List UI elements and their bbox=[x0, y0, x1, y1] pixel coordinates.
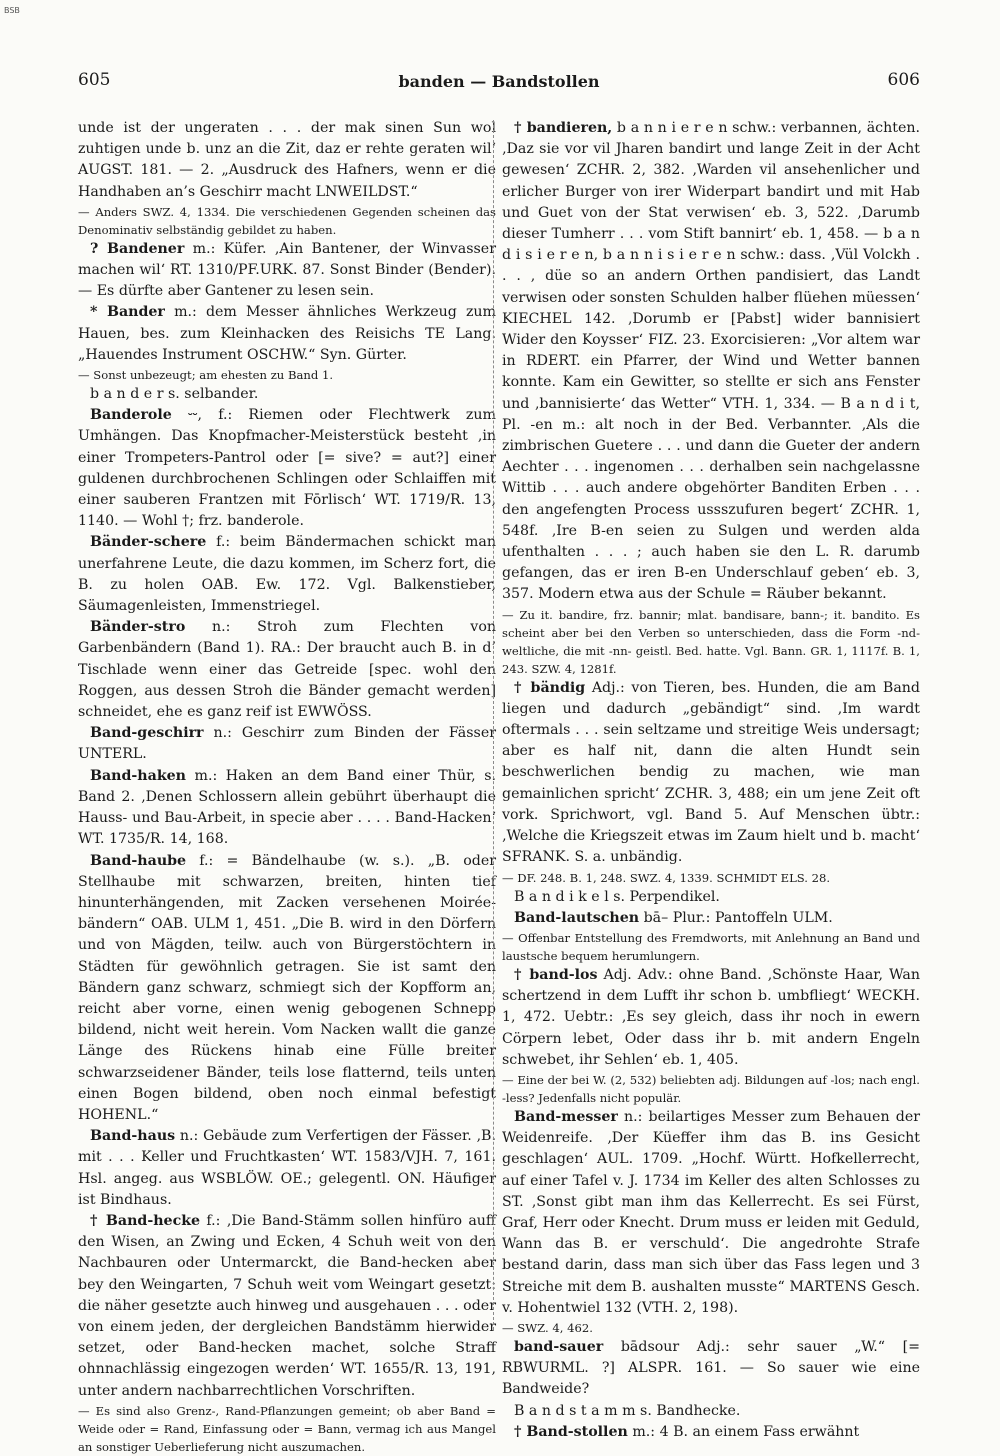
left-column bbox=[78, 118, 497, 1454]
entry-headword: † bändig bbox=[514, 679, 586, 696]
etymology-note bbox=[78, 1402, 496, 1456]
dictionary-entry bbox=[78, 1126, 496, 1211]
entry-text: Adj. Adv.: ohne Band. ‚Schönste Haar, Wan schertzend in dem Lufft ihr schon b. umbfliegt‘ WECKH. 1, 472. Uebtr.: ‚Es sey gleich, dass ihr noch in ewern Cörpern lebet, Oder dass ihr b. mit andern Engeln schwebet, ihr Sehlen‘ eb. 1, 405. bbox=[502, 966, 920, 1068]
entry-headword: Bänder-schere bbox=[90, 534, 207, 551]
etymology-note bbox=[502, 1319, 920, 1337]
entry-headword: ? Bandener bbox=[90, 240, 185, 257]
entry-text: n.: Stroh zum Flechten von Garbenbändern (Band 1). RA.: Der braucht auch B. in d’ Tischlade wenn einer das Getreide [spec. wohl den Roggen, aus dessen Stroh die Bänder gemacht werden] schneidet, ehe es ganz reif ist EWWÖSS. bbox=[78, 619, 497, 721]
entry-text: b a n n i e r e n schw.: verbannen, ächten. ‚Daz sie vor vil Jharen bandirt und lange Zeit in der Acht gewesen‘ ZCHR. 2, 382. ‚Warden vil ansehenlicher und erlicher Burger von irer Widerpart bandirt und mit Hab und Guet von der Stat verwisen‘ eb. 3, 522. ‚Darumb dieser Tumherr . . . vom Stift bannirt‘ eb. 1, 458. — b a n d i s i e r e n, b a n n i s i e r e n schw.: dass. ‚Vül Volckh . . . , düe so an andern Orthen pandisiert, das Landt verwisen oder sonsten Schulden halber flüehen müessen‘ KIECHEL 142. ‚Dorumb er [Pabst] wider bannisiert Wider den Koysser‘ FIZ. 23. Exorcisieren: „Vor altem war in RDERT. ein Pfarrer, der Wind und Wetter bannen konnte. Kam ein Gewitter, so stellte er sich ans Fenster und ‚bannisierte‘ das Wetter“ VTH. 1, 334. — B a n d i t, Pl. -en m.: alt noch in der Bed. Verbannter. ‚Als die zimbrischen Guetere . . . und dann die Gueter der andern Aechter . . . ingenomen . . . derhalben sein nachgelassne Wittib . . . auch andere obgehörter Banditen Erben . . . den angefengten Process ussszufuren begert‘ ZCHR. 1, 548f. ‚Ire B-en seien zu Sulgen und werden alda ufenthalten . . . ; auch haben sie den L. R. darumb gefangen, das er iren B-en Underschlauf geben‘ eb. 3, 357. Modern etwa aus der Schule = Räuber bekannt. bbox=[502, 120, 920, 603]
dictionary-entry bbox=[78, 1211, 496, 1402]
entry-text: m.: 4 B. an einem Fass erwähnt bbox=[632, 1423, 860, 1440]
entry-text: — Offenbar Entstellung des Fremdworts, mit Anlehnung an Band und laustsche bequem herumlungern. bbox=[502, 930, 920, 963]
entry-headword: Band-haken bbox=[90, 767, 186, 784]
dictionary-entry bbox=[502, 908, 920, 929]
dictionary-entry bbox=[78, 405, 496, 532]
entry-headword: * Bander bbox=[90, 304, 165, 321]
entry-text: n.: beilartiges Messer zum Behauen der Weidenreife. ‚Der Küeffer ihm das B. ins Gesicht geschlagen‘ AUL. 1709. „Hochf. Württ. Hofkellerrecht, auf einer Tafel v. J. 1734 im Keller des alten Schlosses zu ST. ‚Sonst gibt man ihm das Kellerrecht. Es sei Fürst, Graf, Herr oder Knecht. Drum muss er leiden mit Geduld, Wann das B. er verschuld‘. Die angedrohte Strafe bestand darin, dass man sich über das Fass legen und 3 Streiche mit dem B. aushalten musste“ MARTENS Gesch. v. Hohentwiel 132 (VTH. 2, 198). bbox=[502, 1108, 920, 1316]
etymology-note bbox=[78, 366, 496, 384]
entry-headword: Band-geschirr bbox=[90, 725, 204, 742]
entry-headword: Band-haus bbox=[90, 1128, 176, 1145]
dictionary-entry bbox=[78, 384, 496, 405]
entry-text: bā– Plur.: Pantoffeln ULM. bbox=[643, 909, 833, 926]
etymology-note bbox=[502, 869, 920, 887]
entry-text: f.: beim Bändermachen schickt man unerfahrene Leute, die dazu kommen, im Scherz fort, die B. zu holen OAB. Ew. 172. Vgl. Balkenstieber, Säumagenleisten, Immenstriegel. bbox=[78, 534, 496, 615]
page-number-left: 605 bbox=[78, 70, 111, 90]
page-header bbox=[78, 70, 920, 96]
running-title: banden — Bandstollen bbox=[398, 72, 600, 91]
entry-headword: Banderole bbox=[90, 407, 172, 424]
entry-text: — DF. 248. B. 1, 248. SWZ. 4, 1339. SCHMIDT ELS. 28. bbox=[502, 870, 831, 885]
entry-text: B a n d i k e l s. Perpendikel. bbox=[514, 888, 720, 905]
entry-text: n.: Geschirr zum Binden der Fässer UNTERL. bbox=[78, 725, 496, 763]
entry-text: — Anders SWZ. 4, 1334. Die verschiedenen Gegenden scheinen das Denominativ selbständig gebildet zu haben. bbox=[78, 204, 496, 237]
entry-headword: † bandieren, bbox=[514, 120, 613, 136]
entry-headword: Bänder-stro bbox=[90, 619, 186, 636]
entry-headword: † Band-stollen bbox=[514, 1423, 628, 1440]
entry-headword: † band-los bbox=[514, 966, 598, 983]
etymology-note bbox=[502, 606, 920, 678]
entry-text: Adj.: von Tieren, bes. Hunden, die am Band liegen und dadurch „gebändigt“ sind. ‚Im wardt oftermals . . . sein seltzame und streitige Weis undersagt; aber es half nit, dann die alten Hundt sein beschwerlichen bendig zu machen, wie man gemainlichen spricht‘ ZCHR. 3, 488; ein um jene Zeit oft vork. Sprichwort, vgl. Band 5. Auf Menschen übtr.: ‚Welche die Kriegszeit etwas im Zaum hielt und b. macht‘ SFRANK. S. a. unbändig. bbox=[502, 679, 920, 866]
entry-text: m.: dem Messer ähnliches Werkzeug zum Hauen, bes. zum Kleinhacken des Reisichs TE Lang. „Hauendes Instrument OSCHW.“ Syn. Gürter. bbox=[78, 304, 497, 363]
entry-text: — Sonst unbezeugt; am ehesten zu Band 1. bbox=[78, 368, 334, 383]
dictionary-entry bbox=[502, 1107, 920, 1319]
dictionary-entry bbox=[78, 723, 496, 765]
dictionary-entry bbox=[78, 766, 496, 851]
entry-text: bādsour Adj.: sehr sauer „W.“ [= RBWURML. ?] ALSPR. 161. — So sauer wie eine Bandweide? bbox=[502, 1338, 920, 1398]
etymology-note bbox=[502, 1071, 920, 1107]
dictionary-entry bbox=[502, 118, 920, 606]
dictionary-entry bbox=[78, 532, 496, 617]
library-stamp: BSB bbox=[4, 6, 20, 15]
etymology-note bbox=[502, 929, 920, 965]
dictionary-entry bbox=[502, 965, 920, 1071]
dictionary-entry bbox=[78, 239, 496, 303]
entry-headword: † Band-hecke bbox=[90, 1212, 201, 1229]
entry-text: b a n d e r s. selbander. bbox=[90, 386, 259, 403]
dictionary-entry bbox=[78, 851, 496, 1127]
dictionary-entry bbox=[502, 678, 920, 869]
dictionary-entry bbox=[502, 1401, 920, 1422]
entry-text: — SWZ. 4, 462. bbox=[502, 1320, 593, 1335]
entry-headword: Band-haube bbox=[90, 852, 187, 869]
entry-text: n.: Gebäude zum Verfertigen der Fässer. ‚B. mit . . . Keller und Fruchtkasten‘ WT. 1583/VJH. 7, 161. Hsl. angeg. aus WSBLÖW. OE.; gelegentl. ON. Häufiger ist Bindhaus. bbox=[78, 1128, 496, 1208]
dictionary-entry bbox=[502, 887, 920, 908]
entry-text: B a n d s t a m m s. Bandhecke. bbox=[514, 1402, 741, 1419]
entry-text: m.: Küfer. ‚Ain Bantener, der Winvasser machen wil‘ RT. 1310/PF.URK. 87. Sonst Binder (Bender). — Es dürfte aber Gantener zu lesen sein. bbox=[78, 240, 496, 300]
dictionary-entry bbox=[502, 1422, 920, 1443]
entry-text: m.: Haken an dem Band einer Thür, s. Band 2. ‚Denen Schlossern allein gebührt überhaupt die Hauss- und Bau-Arbeit, in specie aber . . . . Band-Hacken‘ WT. 1735/R. 14, 168. bbox=[78, 767, 496, 848]
dictionary-entry bbox=[78, 617, 496, 723]
entry-text: unde ist der ungeraten . . . der mak sinen Sun wol zuhtigen unde b. unz an die Zit, daz er rehte geraten wil‘ AUGST. 181. — 2. „Ausdruck des Hafners, wenn er die Handhaben an’s Geschirr macht LNWEILDST.“ bbox=[78, 120, 496, 200]
dictionary-entry bbox=[502, 1337, 920, 1401]
entry-text: — Zu it. bandire, frz. bannir; mlat. bandisare, bann-; it. bandito. Es scheint aber bei den Verben so unterschieden, dass die Form -nd- weltliche, die mit -nn- geistl. Bed. hatte. Vgl. Bann. GR. 1, 1117f. B. 1, 243. SZW. 4, 1281f. bbox=[502, 607, 920, 676]
dictionary-entry bbox=[78, 118, 496, 203]
page-number-right: 606 bbox=[887, 70, 920, 90]
entry-text: f.: = Bändelhaube (w. s.). „B. oder Stellhaube mit schwarzen, breiten, hinten tief hinunterhängenden, mit Zacken versehenen Moirée-bändern“ OAB. ULM 1, 451. „Die B. wird in den Dörfern und von Mägden, teilw. auch von Bürgerstöchtern in Städten für gewöhnlich getragen. Sie ist samt den Bändern ganz schwarz, schmiegt sich der Kopfform an, reicht aber vorne, einen wenig gebogenen Schnepp bildend, nicht weit herein. Vom Nacken wallt die ganze Länge des Rückens hinab eine Fülle breiter schwarzseidener Bänder, teils lose flatternd, teils unten einen Bogen bildend, oben noch einmal befestigt HOHENL.“ bbox=[78, 852, 497, 1123]
entry-text: — Es sind also Grenz-, Rand-Pflanzungen gemeint; ob aber Band = Weide oder = Rand, Einfassung oder = Bann, vermag ich aus Mangel an sonstiger Ueberlieferung nicht auszumachen. bbox=[78, 1403, 496, 1454]
entry-headword: Band-messer bbox=[514, 1108, 618, 1125]
entry-headword: band-sauer bbox=[514, 1338, 604, 1355]
etymology-note bbox=[78, 203, 496, 239]
entry-text: ⏑⏑, f.: Riemen oder Flechtwerk zum Umhängen. Das Knopfmacher-Meisterstück besteht ‚in einer Trompeters-Pantrol oder [= sive? = aut?] einer guldenen durchbrochenen Schlingen oder Schlaiffen mit einer sauberen Frantzen mit Fōrlisch‘ WT. 1719/R. 13, 1140. — Wohl †; frz. banderole. bbox=[78, 407, 497, 530]
dictionary-entry bbox=[78, 302, 496, 366]
entry-headword: Band-lautschen bbox=[514, 909, 640, 926]
entry-text: — Eine der bei W. (2, 532) beliebten adj. Bildungen auf -los; nach engl. -less? Jedenfalls nicht populär. bbox=[502, 1072, 920, 1105]
entry-text: f.: ‚Die Band-Stämm sollen hinfüro auff den Wisen, an Zwing und Ecken, 4 Schuh weit von den Nachbauren oder Untermarckt, die Band-hecken aber bey den Weingarten, 7 Schuh weit vom Weingart gesetzt: die näher gesetzte auch hinweg und ausgehauen . . . oder von einem jeden, der dergleichen Bandstämm hierwider setzet, oder Band-hecken machet, solche Straff ohnnachlässig eingezogen werden‘ WT. 1655/R. 13, 191, unter andern nachbarrechtlichen Vorschriften. bbox=[78, 1212, 496, 1399]
right-column bbox=[502, 118, 920, 1440]
column-divider bbox=[493, 120, 494, 1330]
